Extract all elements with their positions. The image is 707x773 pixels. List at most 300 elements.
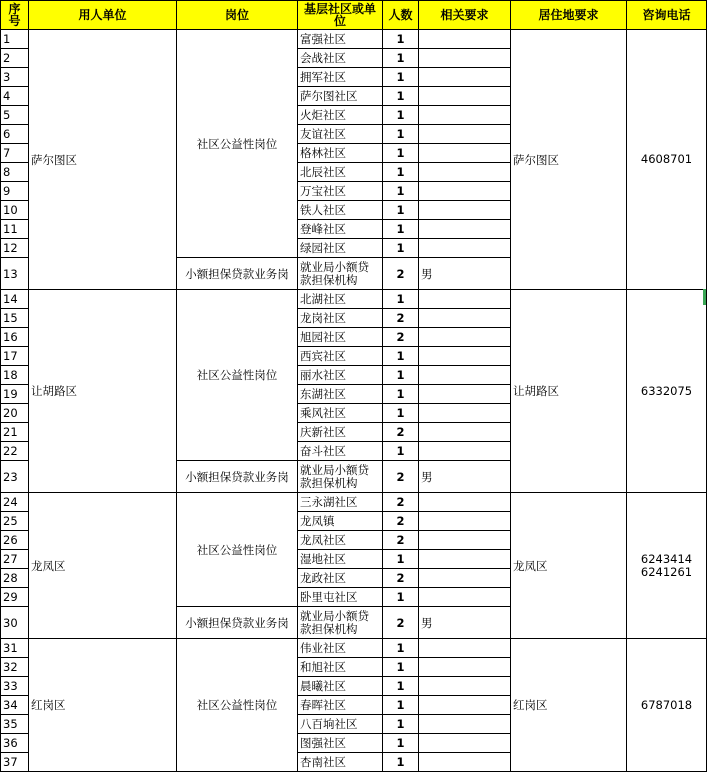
- row-seq-text: 3: [3, 70, 11, 84]
- row-requirements-text: 男: [421, 266, 433, 281]
- position-name: [177, 30, 298, 258]
- row-requirements: [419, 106, 511, 125]
- row-seq: [0, 588, 29, 607]
- residence-requirement: [511, 639, 627, 772]
- row-seq-text: 9: [3, 184, 11, 198]
- header-requirements-text: 相关要求: [440, 8, 489, 22]
- row-count: [383, 658, 419, 677]
- residence-requirement-text: 让胡路区: [513, 384, 559, 398]
- row-seq-text: 8: [3, 165, 11, 179]
- header-count: [383, 0, 419, 30]
- row-seq-text: 6: [3, 127, 11, 141]
- row-count: [383, 163, 419, 182]
- row-unit-text: 伟业社区: [300, 641, 346, 655]
- row-unit: [298, 68, 383, 87]
- row-count-text: 2: [396, 495, 405, 509]
- row-unit: [298, 639, 383, 658]
- row-requirements: [419, 347, 511, 366]
- row-unit: [298, 569, 383, 588]
- row-count-text: 1: [396, 51, 405, 65]
- row-seq-text: 14: [3, 292, 18, 306]
- row-count-text: 1: [396, 679, 405, 693]
- row-requirements-text: 男: [421, 469, 433, 484]
- row-unit-text: 晨曦社区: [300, 679, 346, 693]
- position-name-text: 小额担保贷款业务岗: [185, 469, 289, 484]
- row-unit: [298, 106, 383, 125]
- row-requirements: [419, 290, 511, 309]
- row-requirements: [419, 607, 511, 639]
- row-seq: [0, 258, 29, 290]
- row-seq-text: 35: [3, 717, 18, 731]
- row-count-text: 1: [396, 406, 405, 420]
- row-seq: [0, 239, 29, 258]
- row-seq-text: 5: [3, 108, 11, 122]
- row-seq-text: 23: [3, 469, 18, 484]
- row-requirements: [419, 68, 511, 87]
- row-unit-text: 登峰社区: [300, 222, 346, 236]
- row-count-text: 2: [396, 469, 405, 484]
- row-unit-text: 三永湖社区: [300, 495, 358, 509]
- position-name: [177, 290, 298, 461]
- row-count: [383, 258, 419, 290]
- row-requirements: [419, 125, 511, 144]
- row-seq: [0, 366, 29, 385]
- position-name: [177, 258, 298, 290]
- row-unit-text: 北辰社区: [300, 165, 346, 179]
- row-requirements: [419, 87, 511, 106]
- row-unit-text: 萨尔图社区: [300, 89, 358, 103]
- row-seq: [0, 125, 29, 144]
- row-seq-text: 34: [3, 698, 18, 712]
- row-requirements: [419, 220, 511, 239]
- row-unit: [298, 366, 383, 385]
- row-unit: [298, 677, 383, 696]
- row-seq-text: 22: [3, 444, 18, 458]
- row-count-text: 1: [396, 736, 405, 750]
- row-seq-text: 36: [3, 736, 18, 750]
- row-count: [383, 125, 419, 144]
- row-unit-text: 就业局小额贷款担保机构: [300, 462, 369, 490]
- row-requirements: [419, 588, 511, 607]
- row-count: [383, 182, 419, 201]
- row-seq: [0, 290, 29, 309]
- row-requirements: [419, 734, 511, 753]
- row-count-text: 1: [396, 127, 405, 141]
- header-requirements: [419, 0, 511, 30]
- employer-name: [29, 290, 177, 493]
- row-count-text: 1: [396, 717, 405, 731]
- row-count-text: 1: [396, 444, 405, 458]
- row-seq-text: 26: [3, 533, 18, 547]
- row-seq: [0, 404, 29, 423]
- row-count-text: 1: [396, 222, 405, 236]
- row-unit: [298, 49, 383, 68]
- row-unit: [298, 144, 383, 163]
- position-name-text: 社区公益性岗位: [196, 698, 278, 712]
- row-seq-text: 10: [3, 203, 18, 217]
- row-unit: [298, 239, 383, 258]
- row-unit: [298, 423, 383, 442]
- row-requirements: [419, 366, 511, 385]
- row-requirements: [419, 49, 511, 68]
- row-count-text: 1: [396, 387, 405, 401]
- row-count-text: 1: [396, 698, 405, 712]
- cell-selection-marker: [703, 289, 706, 305]
- row-count: [383, 715, 419, 734]
- header-residence: [511, 0, 627, 30]
- row-seq: [0, 639, 29, 658]
- row-requirements: [419, 569, 511, 588]
- position-name-text: 社区公益性岗位: [196, 542, 278, 557]
- row-count-text: 1: [396, 755, 405, 769]
- row-unit-text: 龙凤社区: [300, 533, 346, 547]
- row-seq-text: 25: [3, 514, 18, 528]
- row-seq: [0, 569, 29, 588]
- row-unit-text: 龙岗社区: [300, 311, 346, 325]
- row-unit-text: 龙凤镇: [300, 514, 335, 528]
- row-unit-text: 和旭社区: [300, 660, 346, 674]
- row-unit-text: 图强社区: [300, 736, 346, 750]
- row-requirements: [419, 550, 511, 569]
- row-count: [383, 385, 419, 404]
- row-seq: [0, 753, 29, 772]
- row-unit-text: 万宝社区: [300, 184, 346, 198]
- row-unit-text: 庆新社区: [300, 425, 346, 439]
- row-count: [383, 68, 419, 87]
- header-count-text: 人数: [388, 8, 413, 22]
- employer-name-text: 让胡路区: [31, 384, 77, 398]
- row-count-text: 1: [396, 590, 405, 604]
- row-unit: [298, 347, 383, 366]
- row-count-text: 2: [396, 571, 405, 585]
- row-unit-text: 绿园社区: [300, 241, 346, 255]
- row-requirements: [419, 493, 511, 512]
- row-seq-text: 29: [3, 590, 18, 604]
- row-seq: [0, 493, 29, 512]
- row-unit: [298, 696, 383, 715]
- row-seq-text: 32: [3, 660, 18, 674]
- row-unit: [298, 87, 383, 106]
- position-name: [177, 493, 298, 607]
- row-count-text: 2: [396, 311, 405, 325]
- row-requirements: [419, 677, 511, 696]
- row-unit-text: 丽水社区: [300, 368, 346, 382]
- row-seq-text: 1: [3, 32, 11, 46]
- row-unit-text: 奋斗社区: [300, 444, 346, 458]
- row-count: [383, 404, 419, 423]
- row-requirements: [419, 423, 511, 442]
- row-unit: [298, 607, 383, 639]
- header-phone: [627, 0, 707, 30]
- row-seq-text: 13: [3, 266, 18, 281]
- header-unit-text: 基层社区或单位: [303, 2, 376, 28]
- row-count: [383, 309, 419, 328]
- row-unit-text: 东湖社区: [300, 387, 346, 401]
- row-seq-text: 30: [3, 615, 18, 630]
- row-count-text: 1: [396, 32, 405, 46]
- position-name: [177, 639, 298, 772]
- row-count: [383, 347, 419, 366]
- row-unit: [298, 715, 383, 734]
- row-requirements: [419, 309, 511, 328]
- row-seq-text: 17: [3, 349, 18, 363]
- row-count: [383, 512, 419, 531]
- row-count: [383, 366, 419, 385]
- row-unit: [298, 531, 383, 550]
- row-seq: [0, 512, 29, 531]
- row-unit: [298, 258, 383, 290]
- row-seq: [0, 385, 29, 404]
- row-count: [383, 423, 419, 442]
- row-unit: [298, 201, 383, 220]
- row-count: [383, 493, 419, 512]
- row-count-text: 2: [396, 425, 405, 439]
- residence-requirement: [511, 290, 627, 493]
- position-name-text: 社区公益性岗位: [196, 368, 278, 382]
- employer-name-text: 萨尔图区: [31, 152, 77, 167]
- residence-requirement: [511, 30, 627, 290]
- row-seq-text: 21: [3, 425, 18, 439]
- row-seq: [0, 144, 29, 163]
- row-count: [383, 106, 419, 125]
- row-requirements: [419, 531, 511, 550]
- row-count: [383, 328, 419, 347]
- row-unit-text: 龙政社区: [300, 571, 346, 585]
- row-seq: [0, 328, 29, 347]
- row-unit-text: 格林社区: [300, 146, 346, 160]
- row-unit: [298, 493, 383, 512]
- row-unit: [298, 512, 383, 531]
- row-seq-text: 33: [3, 679, 18, 693]
- row-seq-text: 19: [3, 387, 18, 401]
- row-count-text: 2: [396, 615, 405, 630]
- row-count: [383, 531, 419, 550]
- row-seq-text: 12: [3, 241, 18, 255]
- row-requirements: [419, 163, 511, 182]
- row-count-text: 1: [396, 552, 405, 566]
- row-count-text: 2: [396, 330, 405, 344]
- row-seq: [0, 347, 29, 366]
- row-count: [383, 144, 419, 163]
- row-requirements: [419, 30, 511, 49]
- row-seq: [0, 550, 29, 569]
- row-requirements-text: 男: [421, 615, 433, 630]
- row-unit: [298, 658, 383, 677]
- header-residence-text: 居住地要求: [538, 8, 599, 22]
- row-seq: [0, 201, 29, 220]
- row-count: [383, 461, 419, 493]
- row-count: [383, 753, 419, 772]
- row-count: [383, 220, 419, 239]
- row-requirements: [419, 753, 511, 772]
- row-seq: [0, 220, 29, 239]
- row-unit-text: 杏南社区: [300, 755, 346, 769]
- row-unit: [298, 442, 383, 461]
- position-name-text: 小额担保贷款业务岗: [185, 266, 289, 281]
- row-unit-text: 友谊社区: [300, 127, 346, 141]
- row-count-text: 2: [396, 514, 405, 528]
- row-count-text: 1: [396, 203, 405, 217]
- row-unit: [298, 328, 383, 347]
- row-count-text: 2: [396, 266, 405, 281]
- row-seq: [0, 715, 29, 734]
- row-unit-text: 就业局小额贷款担保机构: [300, 259, 369, 287]
- row-count: [383, 87, 419, 106]
- phone-number-text: 6332075: [640, 383, 693, 398]
- row-count-text: 1: [396, 349, 405, 363]
- phone-number: [627, 493, 707, 639]
- residence-requirement-text: 萨尔图区: [513, 152, 559, 167]
- row-unit: [298, 125, 383, 144]
- residence-requirement: [511, 493, 627, 639]
- row-requirements: [419, 442, 511, 461]
- row-seq-text: 7: [3, 146, 11, 160]
- row-seq-text: 31: [3, 641, 18, 655]
- row-count: [383, 588, 419, 607]
- row-seq-text: 27: [3, 552, 18, 566]
- row-count: [383, 734, 419, 753]
- row-count: [383, 696, 419, 715]
- row-requirements: [419, 201, 511, 220]
- header-phone-text: 咨询电话: [642, 8, 691, 22]
- row-unit-text: 拥军社区: [300, 70, 346, 84]
- row-seq: [0, 106, 29, 125]
- row-unit: [298, 404, 383, 423]
- row-count: [383, 30, 419, 49]
- row-requirements: [419, 144, 511, 163]
- row-seq: [0, 658, 29, 677]
- row-count-text: 1: [396, 660, 405, 674]
- row-seq-text: 15: [3, 311, 18, 325]
- row-unit-text: 乘风社区: [300, 406, 346, 420]
- row-count: [383, 569, 419, 588]
- row-unit: [298, 290, 383, 309]
- row-seq: [0, 87, 29, 106]
- row-seq: [0, 30, 29, 49]
- phone-number-text: 6787018: [640, 697, 693, 712]
- residence-requirement-text: 红岗区: [513, 698, 548, 712]
- row-requirements: [419, 696, 511, 715]
- position-name-text: 社区公益性岗位: [196, 136, 278, 151]
- row-unit: [298, 385, 383, 404]
- row-count-text: 1: [396, 368, 405, 382]
- row-seq-text: 28: [3, 571, 18, 585]
- row-count-text: 1: [396, 292, 405, 306]
- row-seq: [0, 68, 29, 87]
- row-unit: [298, 734, 383, 753]
- row-unit-text: 富强社区: [300, 32, 346, 46]
- header-employer: [29, 0, 177, 30]
- row-seq: [0, 734, 29, 753]
- row-requirements: [419, 258, 511, 290]
- row-unit: [298, 30, 383, 49]
- position-name-text: 小额担保贷款业务岗: [185, 615, 289, 630]
- row-seq-text: 24: [3, 495, 18, 509]
- row-seq-text: 18: [3, 368, 18, 382]
- row-seq-text: 2: [3, 51, 11, 65]
- row-count: [383, 677, 419, 696]
- row-seq: [0, 607, 29, 639]
- row-requirements: [419, 385, 511, 404]
- row-requirements: [419, 461, 511, 493]
- row-unit-text: 就业局小额贷款担保机构: [300, 608, 369, 636]
- row-seq: [0, 461, 29, 493]
- employer-name-text: 龙凤区: [31, 558, 66, 573]
- row-count: [383, 550, 419, 569]
- row-count-text: 1: [396, 89, 405, 103]
- row-requirements: [419, 404, 511, 423]
- row-seq-text: 20: [3, 406, 18, 420]
- row-seq: [0, 677, 29, 696]
- phone-number: [627, 30, 707, 290]
- row-count-text: 1: [396, 108, 405, 122]
- position-name: [177, 607, 298, 639]
- row-unit-text: 春晖社区: [300, 698, 346, 712]
- row-count-text: 1: [396, 184, 405, 198]
- employer-name: [29, 30, 177, 290]
- row-count-text: 1: [396, 70, 405, 84]
- employer-name-text: 红岗区: [31, 698, 66, 712]
- row-count-text: 1: [396, 641, 405, 655]
- row-count-text: 2: [396, 533, 405, 547]
- header-seq: [0, 0, 29, 30]
- row-count: [383, 607, 419, 639]
- row-requirements: [419, 715, 511, 734]
- row-count: [383, 49, 419, 68]
- row-seq-text: 16: [3, 330, 18, 344]
- row-count: [383, 290, 419, 309]
- row-count-text: 1: [396, 146, 405, 160]
- row-unit: [298, 182, 383, 201]
- row-unit: [298, 163, 383, 182]
- row-unit-text: 卧里屯社区: [300, 590, 358, 604]
- row-count: [383, 201, 419, 220]
- row-requirements: [419, 512, 511, 531]
- row-unit-text: 铁人社区: [300, 203, 346, 217]
- row-seq: [0, 309, 29, 328]
- residence-requirement-text: 龙凤区: [513, 558, 548, 573]
- row-requirements: [419, 239, 511, 258]
- header-position-text: 岗位: [224, 8, 249, 22]
- row-unit-text: 八百垧社区: [300, 717, 358, 731]
- row-unit-text: 西宾社区: [300, 349, 346, 363]
- row-seq: [0, 49, 29, 68]
- row-unit-text: 旭园社区: [300, 330, 346, 344]
- row-unit: [298, 550, 383, 569]
- row-seq: [0, 442, 29, 461]
- phone-number-text: 4608701: [640, 152, 693, 166]
- row-count-text: 1: [396, 165, 405, 179]
- row-requirements: [419, 328, 511, 347]
- row-unit-text: 北湖社区: [300, 292, 346, 306]
- row-count: [383, 639, 419, 658]
- row-seq: [0, 182, 29, 201]
- row-count: [383, 442, 419, 461]
- row-seq: [0, 531, 29, 550]
- row-requirements: [419, 658, 511, 677]
- phone-number-text: 6243414 6241261: [640, 551, 693, 579]
- employer-name: [29, 493, 177, 639]
- row-unit: [298, 753, 383, 772]
- row-count-text: 1: [396, 241, 405, 255]
- row-unit: [298, 588, 383, 607]
- row-unit: [298, 220, 383, 239]
- row-unit: [298, 461, 383, 493]
- row-unit-text: 湿地社区: [300, 552, 346, 566]
- row-unit-text: 火炬社区: [300, 108, 346, 122]
- phone-number: [627, 639, 707, 772]
- row-seq: [0, 696, 29, 715]
